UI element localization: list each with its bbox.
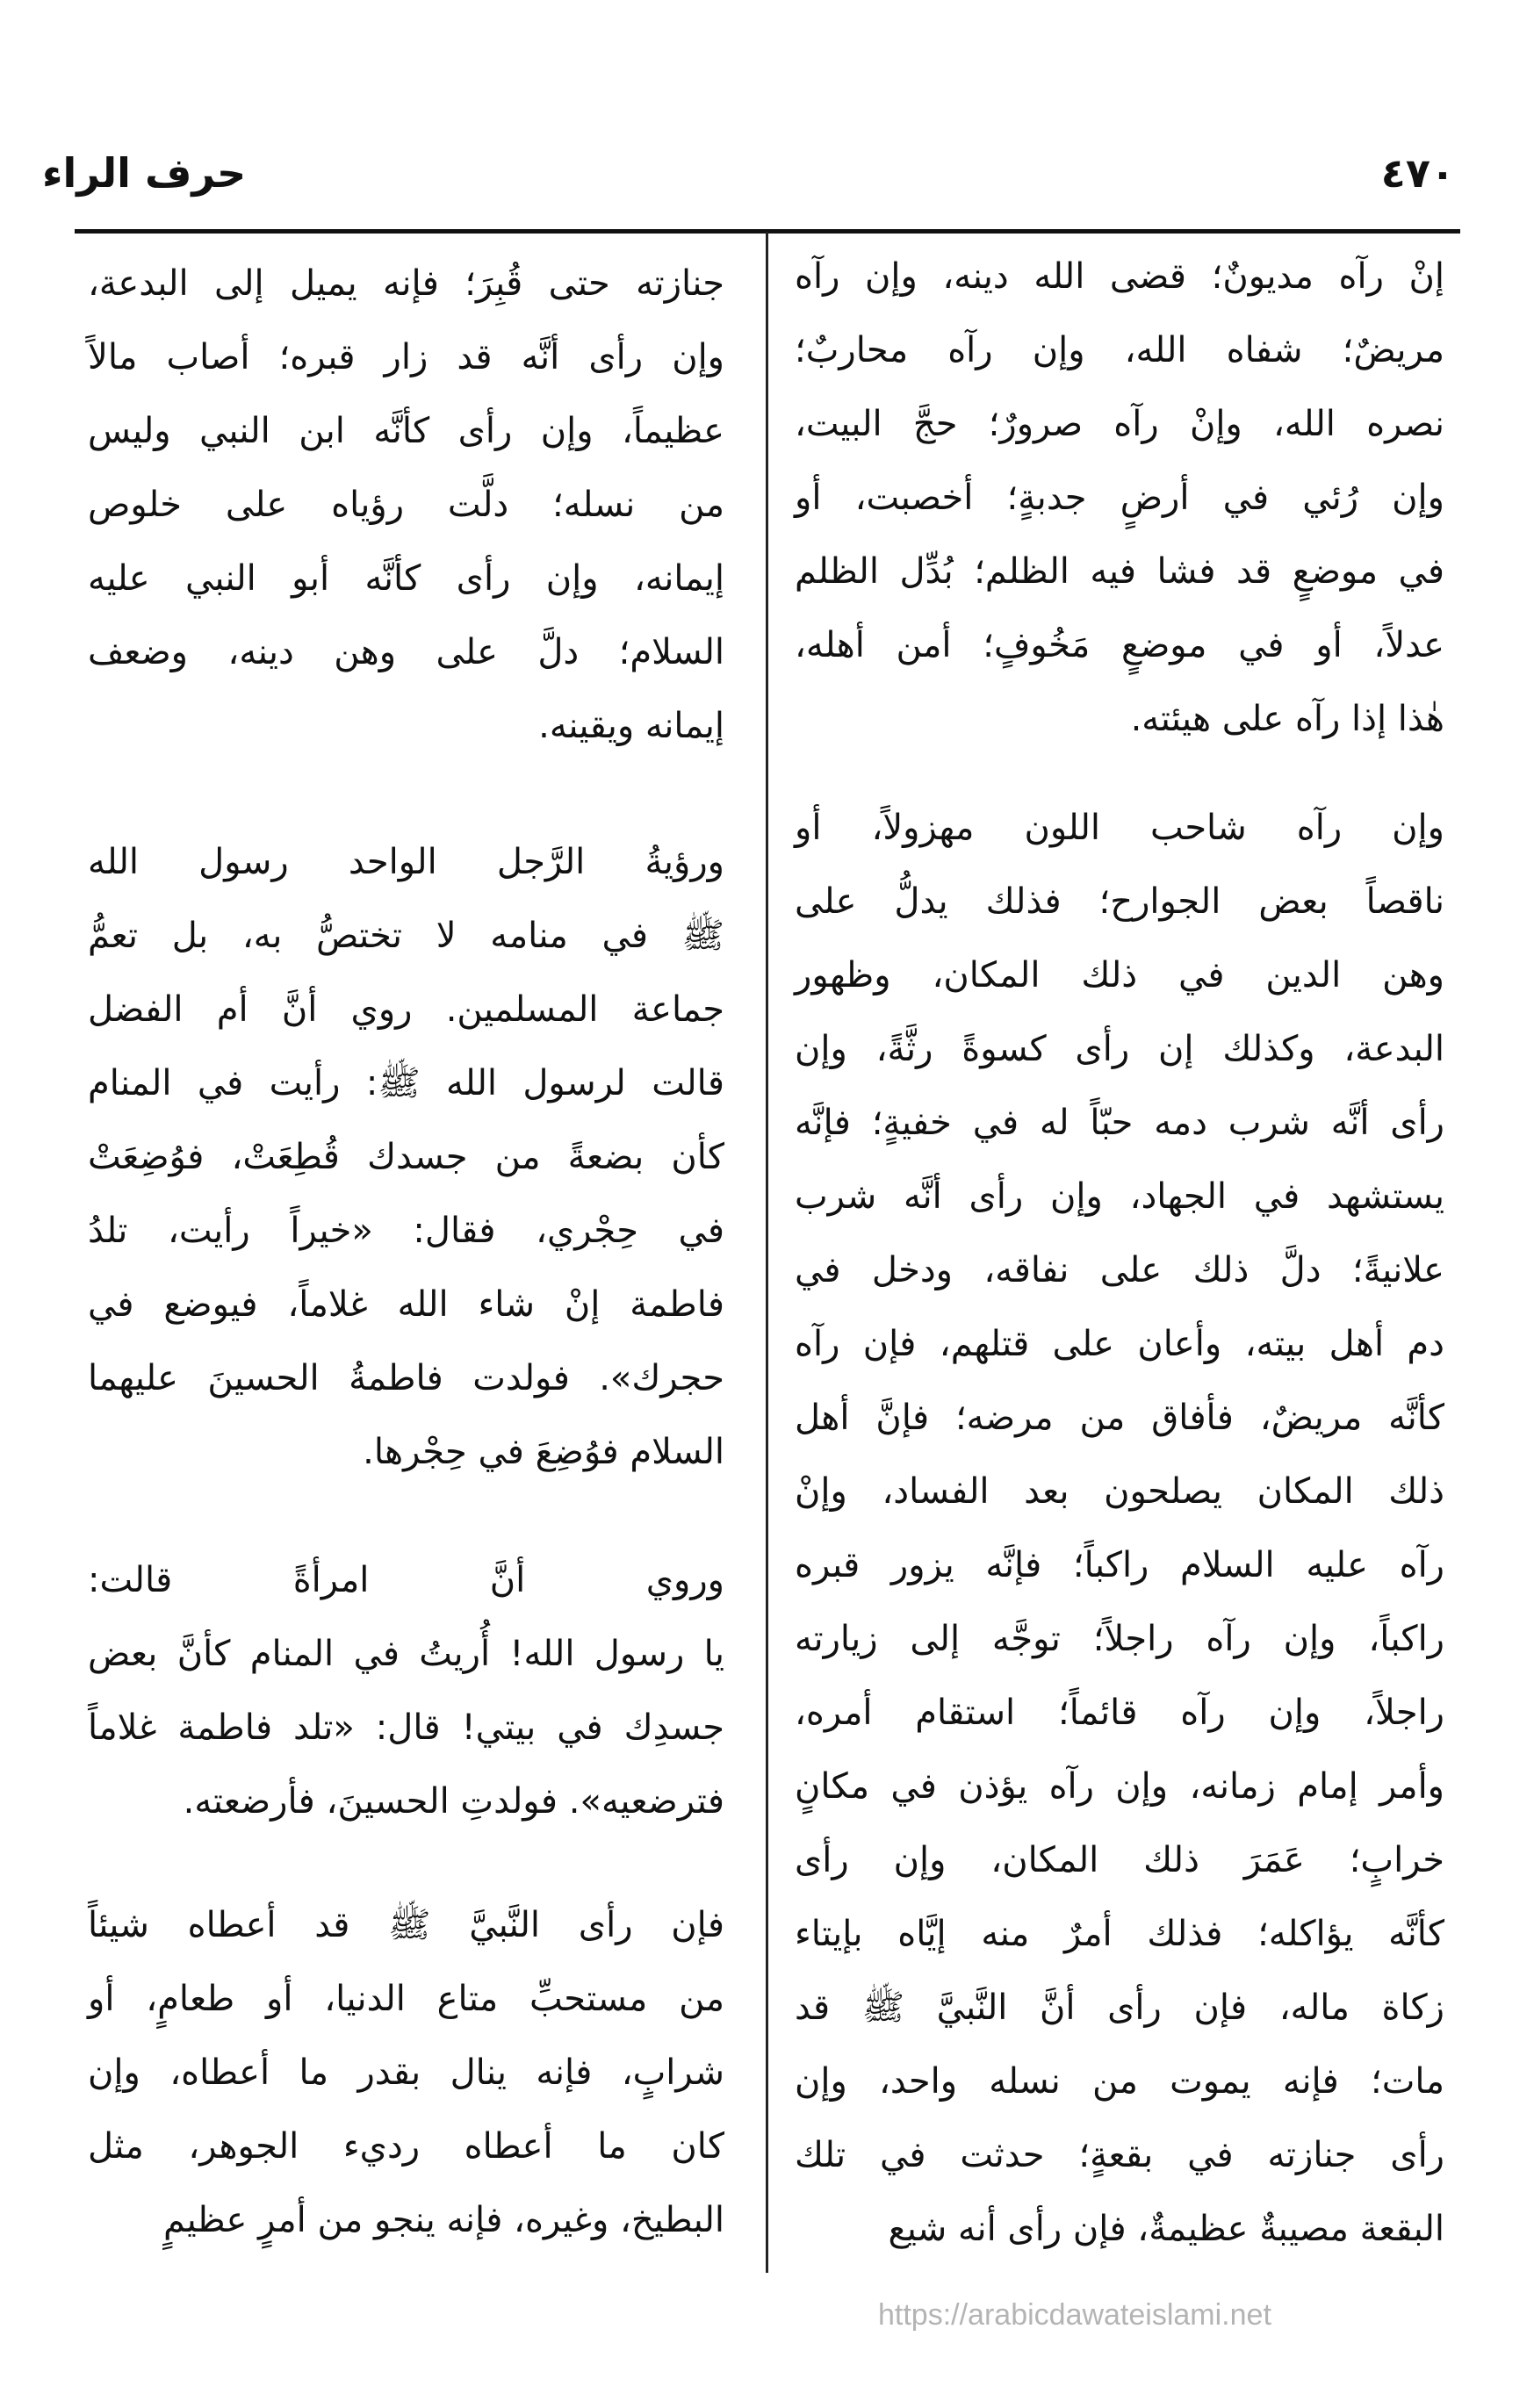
text-line: في موضعٍ قد فشا فيه الظلم؛ بُدِّل الظلم: [795, 551, 1444, 592]
text-line: كأن بضعةً من جسدك قُطِعَتْ، فوُضِعَتْ: [88, 1137, 724, 1177]
text-line: حجرك». فولدت فاطمةُ الحسينَ عليهما: [88, 1358, 724, 1398]
text-line: شرابٍ، فإنه ينال بقدر ما أعطاه، وإن: [88, 2052, 724, 2093]
paragraph: [795, 240, 1444, 756]
text-line: وأمر إمام زمانه، وإن رآه يؤذن في مكانٍ: [795, 1766, 1444, 1807]
text-line: خرابٍ؛ عَمَرَ ذلك المكان، وإن رأى: [795, 1840, 1444, 1880]
text-line: كأنَّه يؤاكله؛ فذلك أمرٌ منه إيَّاه بإيتاء: [795, 1914, 1444, 1954]
text-line: عدلاً، أو في موضعٍ مَخُوفٍ؛ أمن أهله،: [795, 625, 1444, 665]
text-line: من نسله؛ دلَّت رؤياه على خلوص: [88, 485, 724, 525]
text-line: رأى أنَّه شرب دمه حبّاً له في خفيةٍ؛ فإنَّه: [795, 1103, 1444, 1143]
paragraph: [88, 1543, 724, 1838]
text-line: ﷺ في منامه لا تختصُّ به، بل تعمُّ: [88, 916, 724, 956]
text-line: من مستحبِّ متاع الدنيا، أو طعامٍ، أو: [88, 1979, 724, 2019]
running-title: حرف الراء: [42, 149, 247, 197]
text-line: مات؛ فإنه يموت من نسله واحد، وإن: [795, 2061, 1444, 2102]
paragraph: [88, 825, 724, 1489]
text-line: إنْ رآه مديونٌ؛ قضى الله دينه، وإن رآه: [795, 256, 1444, 297]
text-line: زكاة ماله، فإن رأى أنَّ النَّبيَّ ﷺ قد: [795, 1987, 1444, 2028]
text-line: علانيةً؛ دلَّ ذلك على نفاقه، ودخل في: [795, 1250, 1444, 1290]
paragraph: [88, 1888, 724, 2257]
text-line: رآه عليه السلام راكباً؛ فإنَّه يزور قبره: [795, 1545, 1444, 1585]
text-line: يستشهد في الجهاد، وإن رأى أنَّه شرب: [795, 1176, 1444, 1217]
text-line: ذلك المكان يصلحون بعد الفساد، وإنْ: [795, 1471, 1444, 1512]
text-line: رأى جنازته في بقعةٍ؛ حدثت في تلك: [795, 2135, 1444, 2175]
text-line: كان ما أعطاه رديء الجوهر، مثل: [88, 2126, 724, 2167]
text-line: جماعة المسلمين. روي أنَّ أم الفضل: [88, 989, 724, 1030]
page-number: ٤٧٠: [1380, 149, 1455, 197]
paragraph: [88, 247, 724, 763]
text-line: وإن رُئي في أرضٍ جدبةٍ؛ أخصبت، أو: [795, 478, 1444, 518]
text-line: قالت لرسول الله ﷺ: رأيت في المنام: [88, 1063, 724, 1103]
text-line: جنازته حتى قُبِرَ؛ فإنه يميل إلى البدعة،: [88, 263, 724, 304]
text-line: راجلاً، وإن رآه قائماً؛ استقام أمره،: [795, 1693, 1444, 1733]
text-line: مريضٌ؛ شفاه الله، وإن رآه محاربٌ؛: [795, 330, 1444, 370]
text-line: كأنَّه مريضٌ، فأفاق من مرضه؛ فإنَّ أهل: [795, 1398, 1444, 1438]
column-divider: [766, 232, 768, 2273]
text-line: نصره الله، وإنْ رآه صرورٌ؛ حجَّ البيت،: [795, 404, 1444, 444]
text-line: دم أهل بيته، وأعان على قتلهم، فإن رآه: [795, 1324, 1444, 1364]
text-line: ناقصاً بعض الجوارح؛ فذلك يدلُّ على: [795, 881, 1444, 922]
text-line: البدعة، وكذلك إن رأى كسوةً رثَّةً، وإن: [795, 1029, 1444, 1069]
text-line: السلام فوُضِعَ في حِجْرها.: [363, 1432, 724, 1472]
text-line: جسدِك في بيتي! قال: «تلد فاطمة غلاماً: [88, 1707, 724, 1748]
text-line: عظيماً، وإن رأى كأنَّه ابن النبي وليس: [88, 411, 724, 451]
text-line: فإن رأى النَّبيَّ ﷺ قد أعطاه شيئاً: [88, 1905, 724, 1945]
text-line: وهن الدين في ذلك المكان، وظهور: [795, 955, 1444, 996]
text-line: البقعة مصيبةٌ عظيمةٌ، فإن رأى أنه شيع: [888, 2209, 1444, 2249]
text-line: وإن رآه شاحب اللون مهزولاً، أو: [795, 808, 1444, 848]
watermark: https://arabicdawateislami.net: [878, 2298, 1271, 2332]
text-line: فترضعيه». فولدتِ الحسينَ، فأرضعته.: [183, 1781, 724, 1822]
text-line: هٰذا إذا رآه على هيئته.: [1130, 699, 1444, 739]
text-line: وإن رأى أنَّه قد زار قبره؛ أصاب مالاً: [88, 337, 724, 377]
text-line: راكباً، وإن رآه راجلاً؛ توجَّه إلى زيارته: [795, 1619, 1444, 1659]
text-line: في حِجْري، فقال: «خيراً رأيت، تلدُ: [88, 1211, 724, 1251]
text-line: إيمانه، وإن رأى كأنَّه أبو النبي عليه: [88, 558, 724, 599]
text-line: وروي أنَّ امرأةً قالت:: [88, 1560, 724, 1600]
text-line: السلام؛ دلَّ على وهن دينه، وضعف: [88, 632, 724, 672]
text-line: البطيخ، وغيره، فإنه ينجو من أمرٍ عظيمٍ: [163, 2200, 724, 2240]
text-line: يا رسول الله! أُريتُ في المنام كأنَّ بعض: [88, 1634, 724, 1674]
text-line: إيمانه ويقينه.: [538, 706, 724, 746]
paragraph: [795, 791, 1444, 2266]
text-line: ورؤيةُ الرَّجل الواحد رسول الله: [88, 842, 724, 882]
text-line: فاطمة إنْ شاء الله غلاماً، فيوضع في: [88, 1284, 724, 1325]
